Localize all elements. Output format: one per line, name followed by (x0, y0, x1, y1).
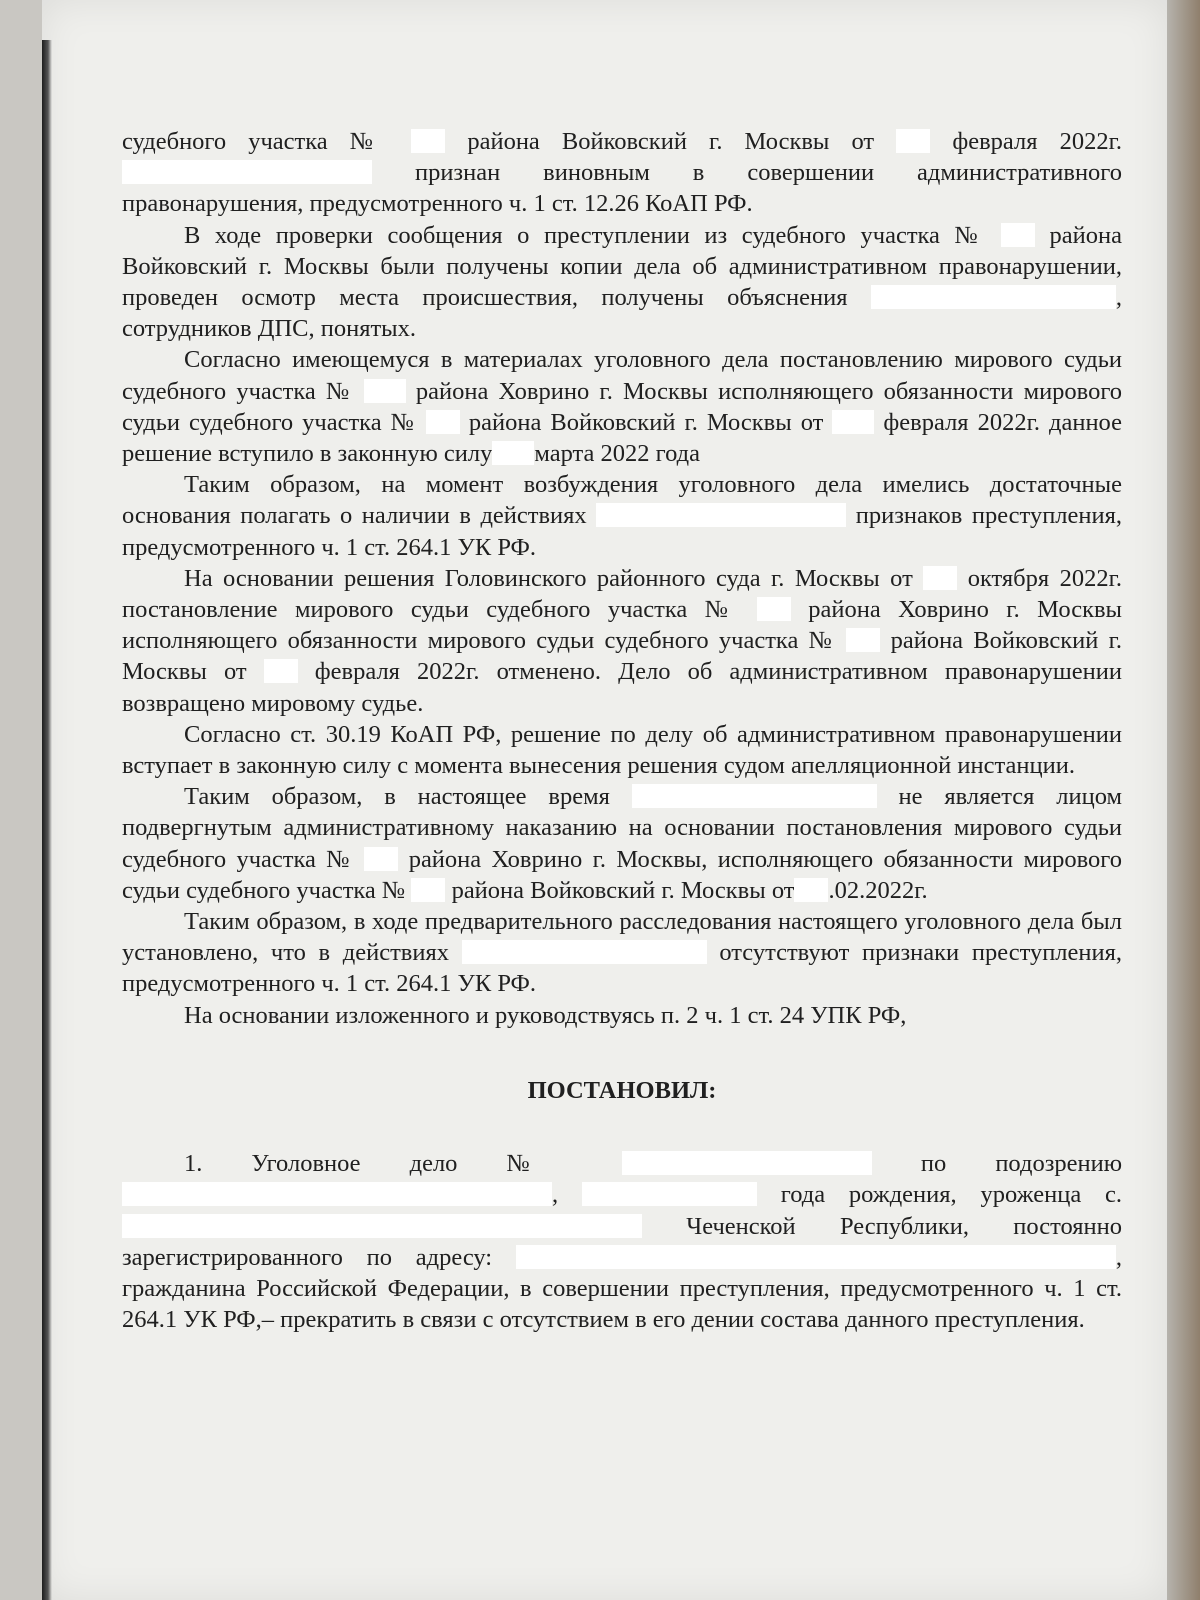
redaction-box (122, 160, 372, 184)
text-fragment: района Ховрино г. Москвы, исполняющего обязанности мирового судьи судебного участка № (122, 845, 1122, 904)
text-fragment: признаков преступления, предусмотренного ч. 1 ст. 264.1 УК РФ. (122, 502, 1123, 561)
text-fragment: судебного участка № (122, 128, 390, 155)
redaction-box (411, 129, 445, 153)
text-fragment: Таким образом, на момент возбуждения уголовного дела имелись достаточные основания полагать о наличии в действиях (122, 471, 1122, 530)
redaction-box (757, 597, 791, 621)
paragraph-4 (122, 469, 1122, 563)
text-fragment: 1. Уголовное дело № (184, 1150, 573, 1178)
redaction-box (426, 410, 460, 434)
text-fragment: Таким образом, в ходе предварительного расследования настоящего уголовного дела был установлено, что в действиях (122, 908, 1122, 967)
redaction-box (896, 129, 930, 153)
text-fragment: марта 2022 года (534, 440, 700, 468)
paragraph-6 (122, 719, 1122, 781)
text-fragment: отсутствуют признаки преступления, предусмотренного ч. 1 ст. 264.1 УК РФ. (122, 939, 1123, 998)
text-fragment: района Ховрино г. Москвы исполняющего обязанности мирового судьи судебного участка № (122, 377, 1123, 436)
text-fragment: по подозрению (920, 1150, 1123, 1178)
text-fragment: Таким образом, в настоящее время (184, 783, 610, 811)
text-fragment: .02.2022г. (828, 876, 928, 904)
text-fragment: признан виновным в совершении административного правонарушения, предусмотренного ч. 1 ст. 12.26 КоАП РФ. (122, 159, 1122, 218)
paragraph-2 (122, 220, 1122, 345)
paragraph-3 (122, 344, 1122, 469)
redaction-box (364, 847, 398, 871)
redaction-box (364, 379, 406, 403)
redaction-box (516, 1245, 1116, 1269)
redaction-box (264, 659, 298, 683)
text-fragment: февраля 2022г. (952, 128, 1123, 155)
text-fragment: , сотрудников ДПС, понятых. (122, 284, 1123, 343)
text-fragment: октября 2022г. постановление мирового судьи судебного участка № (122, 564, 1123, 624)
redaction-box (622, 1151, 872, 1175)
redaction-box (411, 878, 445, 902)
text-fragment: Чеченской Республики, постоянно зарегистрированного по адресу: (122, 1212, 1122, 1271)
text-fragment: февраля 2022г. отменено. Дело об административном правонарушении возвращено мировому судье. (122, 658, 1122, 717)
text-fragment: района Войковский г. Москвы от (451, 876, 795, 904)
resolution-paragraph (122, 1148, 1122, 1335)
document-page (42, 0, 1167, 1600)
text-fragment: района Ховрино г. Москвы исполняющего обязанности мирового судьи судебного участка № (122, 596, 1122, 655)
text-fragment: , гражданина Российской Федерации, в совершении преступления, предусмотренного ч. 1 ст. 264.1 УК РФ,– прекратить в связи с отсутствием в его дении состава данного преступления. (122, 1243, 1122, 1334)
redaction-box (632, 784, 877, 808)
text-fragment: района Войковский г. Москвы от (122, 627, 1122, 686)
paragraph-7 (122, 781, 1122, 906)
redaction-box (832, 410, 874, 434)
redaction-box (846, 628, 880, 652)
text-fragment: не является лицом подвергнутым административному наказанию на основании постановления мирового судьи судебного участка № (122, 783, 1122, 873)
text-fragment: февраля 2022г. данное решение вступило в законную силу (122, 408, 1122, 468)
redaction-box (492, 441, 534, 465)
text-fragment: Согласно имеющемуся в материалах уголовного дела постановлению мирового судьи судебного участка № (122, 346, 1122, 405)
text-fragment: В ходе проверки сообщения о преступлении из судебного участка № (184, 221, 987, 249)
text-fragment: На основании решения Головинского районного суда г. Москвы от (184, 564, 913, 592)
text-fragment: района Войковский г. Москвы от (468, 408, 824, 436)
text-fragment: района Войковский г. Москвы от (467, 128, 875, 155)
redaction-box (871, 285, 1116, 309)
redaction-box (582, 1182, 757, 1206)
paragraph-8 (122, 906, 1122, 1000)
paragraph-1 (122, 126, 1122, 220)
paragraph-5 (122, 563, 1122, 719)
section-heading: ПОСТАНОВИЛ: (527, 1076, 717, 1104)
background-edge (1167, 0, 1200, 1600)
redaction-box (596, 503, 846, 527)
redaction-box (923, 566, 957, 590)
redaction-box (1001, 223, 1035, 247)
redaction-box (794, 878, 828, 902)
document-body (122, 126, 1122, 1335)
redaction-box (122, 1182, 552, 1206)
redaction-box (462, 940, 707, 964)
text-fragment: Согласно ст. 30.19 КоАП РФ, решение по делу об административном правонарушении вступает в законную силу с момента вынесения решения судом апелляционной инстанции. (122, 720, 1122, 780)
text-fragment: года рождения, уроженца с. (780, 1181, 1122, 1209)
text-fragment: , (552, 1181, 559, 1209)
paragraph-9 (122, 1000, 1122, 1031)
page-left-edge-shadow (42, 40, 52, 1600)
text-fragment: На основании изложенного и руководствуясь п. 2 ч. 1 ст. 24 УПК РФ, (184, 1001, 907, 1029)
text-fragment: района Войковский г. Москвы были получены копии дела об административном правонарушении, проведен осмотр места происшествия, получены объяснения (122, 221, 1123, 312)
redaction-box (122, 1214, 642, 1238)
